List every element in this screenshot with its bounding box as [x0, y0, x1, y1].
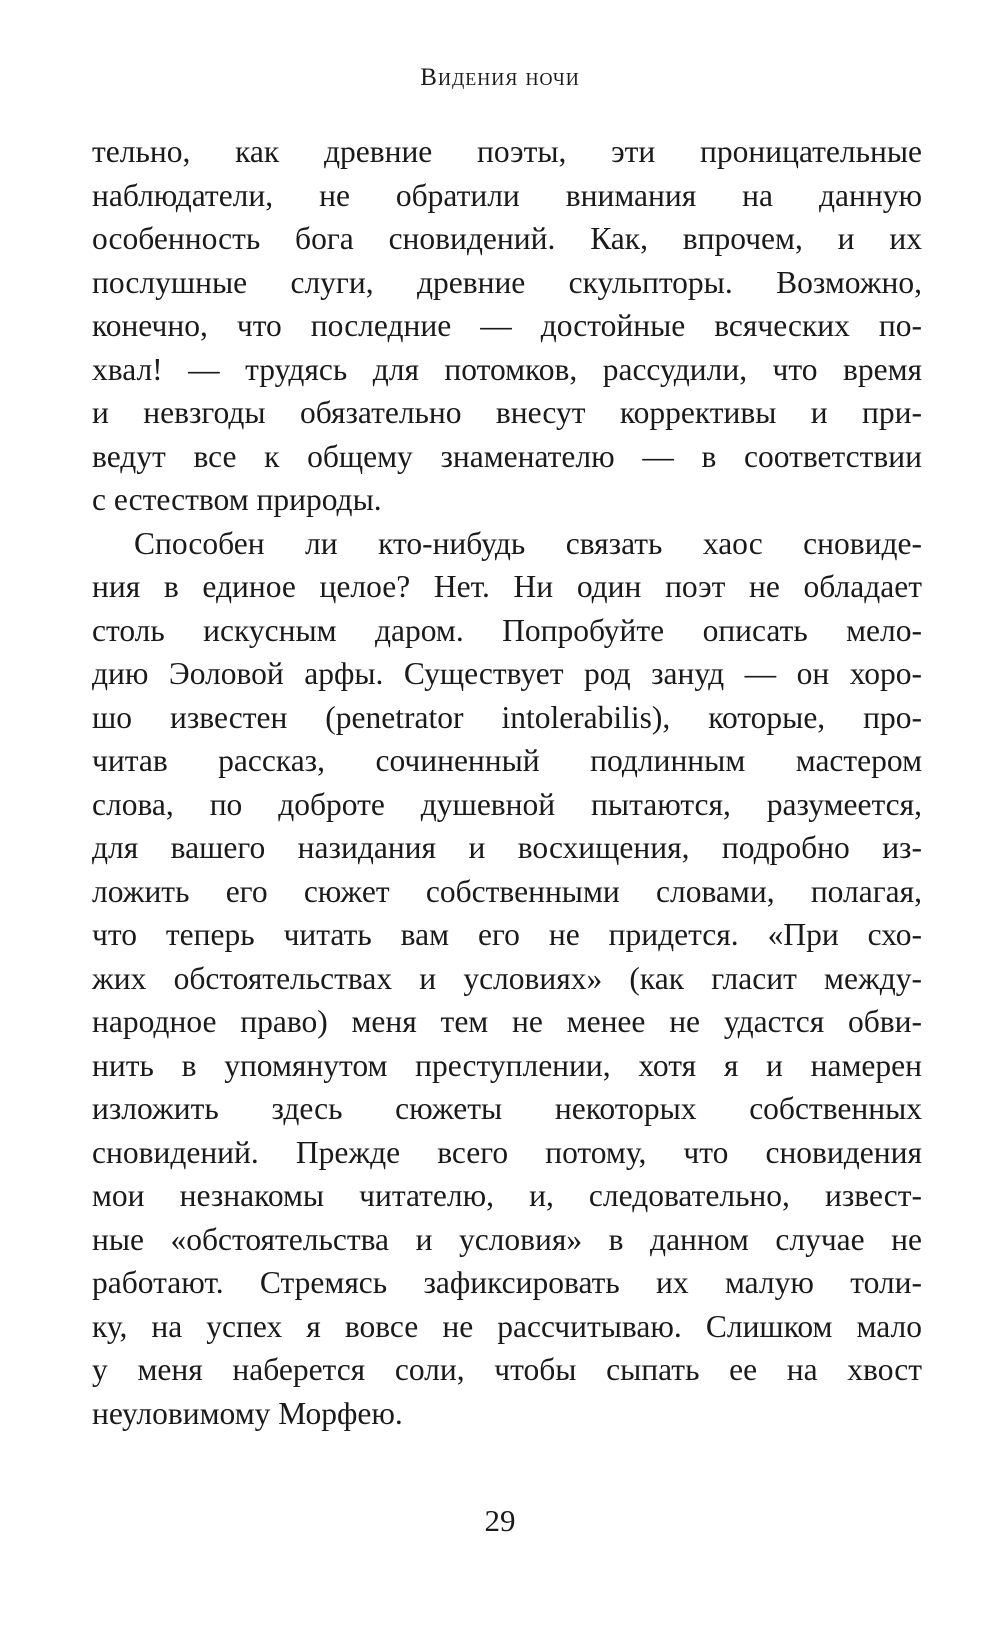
- text-line: жих обстоятельствах и условиях» (как гласит между-: [92, 960, 922, 996]
- text-line: с естеством природы.: [92, 482, 382, 517]
- text-line: нить в упомянутом преступлении, хотя я и намерен: [92, 1047, 922, 1083]
- text-line: у меня наберется соли, чтобы сыпать ее на хвост: [92, 1352, 922, 1387]
- text-line: неуловимому Морфею.: [92, 1395, 403, 1431]
- text-line: дию Эоловой арфы. Существует род зануд — он хоро-: [92, 656, 922, 691]
- text-line: хвал! — трудясь для потомков, рассудили, что время: [92, 351, 922, 387]
- text-line: работают. Стремясь зафиксировать их малую толи-: [92, 1265, 922, 1300]
- page-number: 29: [484, 1503, 516, 1538]
- text-line: наблюдатели, не обратили внимания на данную: [92, 177, 922, 213]
- text-line: шо известен (penetrator intolerabilis), которые, про-: [92, 699, 922, 735]
- text-line: ния в единое целое? Нет. Ни один поэт не обладает: [92, 569, 922, 604]
- text-line: и невзгоды обязательно внесут коррективы и при-: [92, 395, 922, 430]
- text-line: ные «обстоятельства и условия» в данном случае не: [92, 1221, 922, 1257]
- running-head: Видения ночи: [420, 64, 580, 91]
- text-line: народное право) меня тем не менее не удастся обви-: [92, 1004, 922, 1039]
- text-line: сновидений. Прежде всего потому, что сновидения: [92, 1134, 922, 1170]
- text-line: читав рассказ, сочиненный подлинным мастером: [92, 743, 922, 778]
- text-line: ложить его сюжет собственными словами, полагая,: [92, 873, 922, 909]
- body-text: [92, 130, 922, 1435]
- text-line: особенность бога сновидений. Как, впрочем, и их: [92, 221, 922, 256]
- text-line: послушные слуги, древние скульпторы. Возможно,: [92, 264, 922, 300]
- text-line: слова, по доброте душевной пытаются, разумеется,: [92, 786, 922, 822]
- text-line: изложить здесь сюжеты некоторых собственных: [92, 1091, 922, 1126]
- text-line: ведут все к общему знаменателю — в соответствии: [92, 438, 922, 474]
- text-line: мои незнакомы читателю, и, следовательно, извест-: [92, 1178, 922, 1213]
- text-line: Способен ли кто-нибудь связать хаос сновиде-: [134, 525, 922, 561]
- text-line: тельно, как древние поэты, эти проницательные: [92, 134, 922, 169]
- text-line: столь искусным даром. Попробуйте описать мело-: [92, 612, 922, 648]
- text-line: ку, на успех я вовсе не рассчитываю. Слишком мало: [92, 1308, 922, 1344]
- text-line: для вашего назидания и восхищения, подробно из-: [92, 830, 922, 865]
- paragraph: [92, 130, 922, 522]
- text-line: конечно, что последние — достойные всяческих по-: [92, 308, 922, 343]
- paragraph: [92, 522, 922, 1436]
- text-line: что теперь читать вам его не придется. «При схо-: [92, 917, 922, 952]
